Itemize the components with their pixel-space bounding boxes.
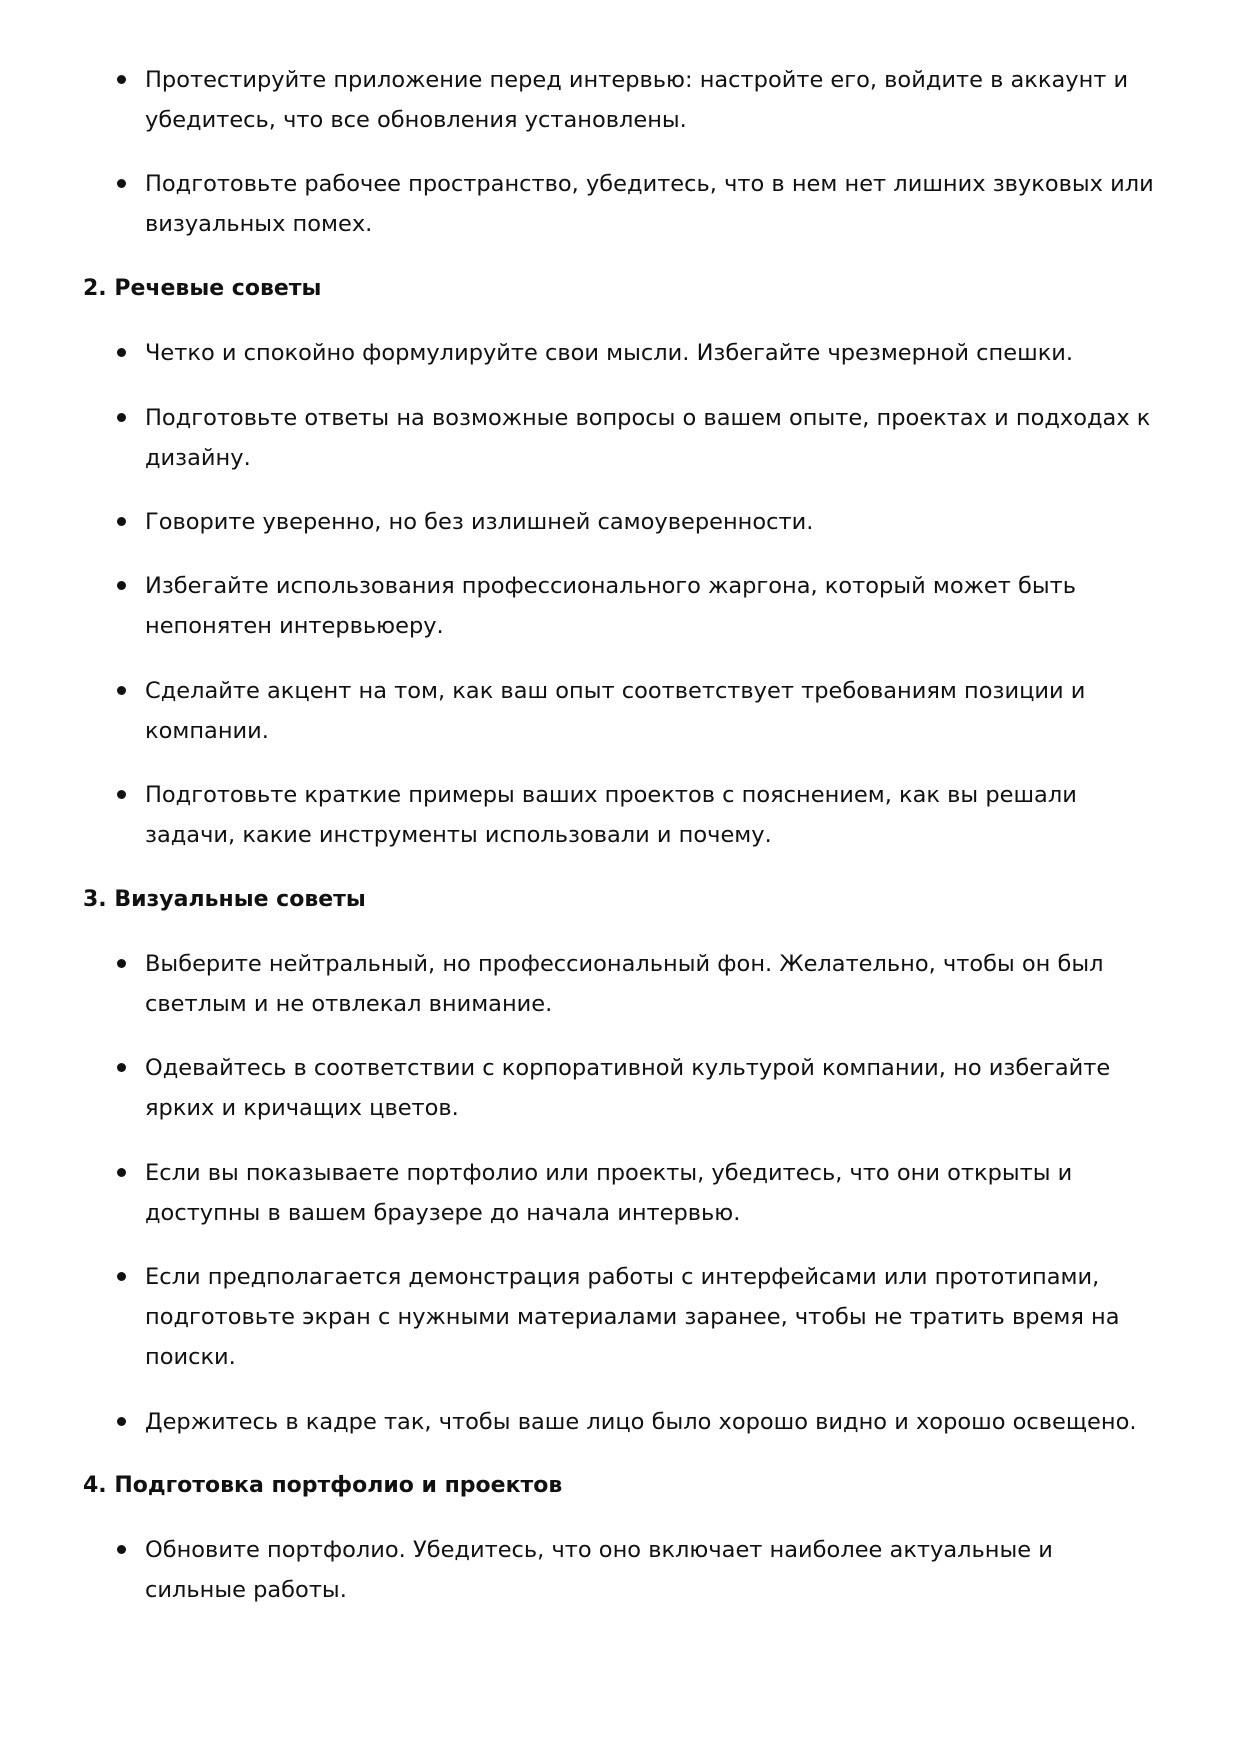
list-item <box>117 1257 1157 1377</box>
list-item <box>117 1153 1157 1233</box>
list-item-text: Подготовьте краткие примеры ваших проектов с пояснением, как вы решали задачи, какие инструменты использовали и почему. <box>145 782 1077 848</box>
list-item <box>117 775 1157 855</box>
list-item <box>117 502 1157 542</box>
bullet-icon <box>117 581 126 590</box>
bullet-icon <box>117 75 126 84</box>
list-item-text: Говорите уверенно, но без излишней самоуверенности. <box>145 509 814 535</box>
list-item-text: Обновите портфолио. Убедитесь, что оно включает наиболее актуальные и сильные работы. <box>145 1537 1053 1603</box>
bullet-icon <box>117 1168 126 1177</box>
list-item <box>117 60 1157 140</box>
list-item-text: Если вы показываете портфолио или проекты, убедитесь, что они открыты и доступны в вашем браузере до начала интервью. <box>145 1160 1073 1226</box>
bullet-icon <box>117 1272 126 1281</box>
list-item <box>117 1048 1157 1128</box>
list-item <box>117 333 1157 373</box>
list-item-text: Четко и спокойно формулируйте свои мысли. Избегайте чрезмерной спешки. <box>145 340 1074 366</box>
bullet-icon <box>117 790 126 799</box>
list-item <box>117 944 1157 1024</box>
bullet-icon <box>117 517 126 526</box>
bullet-icon <box>117 1545 126 1554</box>
list-item-text: Протестируйте приложение перед интервью: настройте его, войдите в аккаунт и убедитесь, что все обновления установлены. <box>145 67 1129 133</box>
list-item-text: Подготовьте рабочее пространство, убедитесь, что в нем нет лишних звуковых или визуальных помех. <box>145 171 1154 237</box>
list-item <box>117 164 1157 244</box>
list-item <box>117 1402 1157 1442</box>
bullet-icon <box>117 1063 126 1072</box>
section-heading-portfolio: 4. Подготовка портфолио и проектов <box>83 1473 563 1498</box>
list-item <box>117 671 1157 751</box>
list-item <box>117 566 1157 646</box>
list-item-text: Если предполагается демонстрация работы с интерфейсами или прототипами, подготовьте экран с нужными материалами заранее, чтобы не тратить время на поиски. <box>145 1264 1120 1370</box>
bullet-icon <box>117 686 126 695</box>
bullet-icon <box>117 1417 126 1426</box>
list-item-text: Держитесь в кадре так, чтобы ваше лицо было хорошо видно и хорошо освещено. <box>145 1409 1137 1435</box>
bullet-icon <box>117 959 126 968</box>
bullet-icon <box>117 413 126 422</box>
list-item-text: Сделайте акцент на том, как ваш опыт соответствует требованиям позиции и компании. <box>145 678 1086 744</box>
list-item-text: Выберите нейтральный, но профессиональный фон. Желательно, чтобы он был светлым и не отвлекал внимание. <box>145 951 1104 1017</box>
section-heading-speech: 2. Речевые советы <box>83 276 322 301</box>
list-item <box>117 398 1157 478</box>
bullet-icon <box>117 348 126 357</box>
list-item-text: Одевайтесь в соответствии с корпоративной культурой компании, но избегайте ярких и кричащих цветов. <box>145 1055 1111 1121</box>
list-item-text: Подготовьте ответы на возможные вопросы о вашем опыте, проектах и подходах к дизайну. <box>145 405 1151 471</box>
bullet-icon <box>117 179 126 188</box>
list-item-text: Избегайте использования профессионального жаргона, который может быть непонятен интервьюеру. <box>145 573 1076 639</box>
list-item <box>117 1530 1157 1610</box>
section-heading-visual: 3. Визуальные советы <box>83 887 366 912</box>
